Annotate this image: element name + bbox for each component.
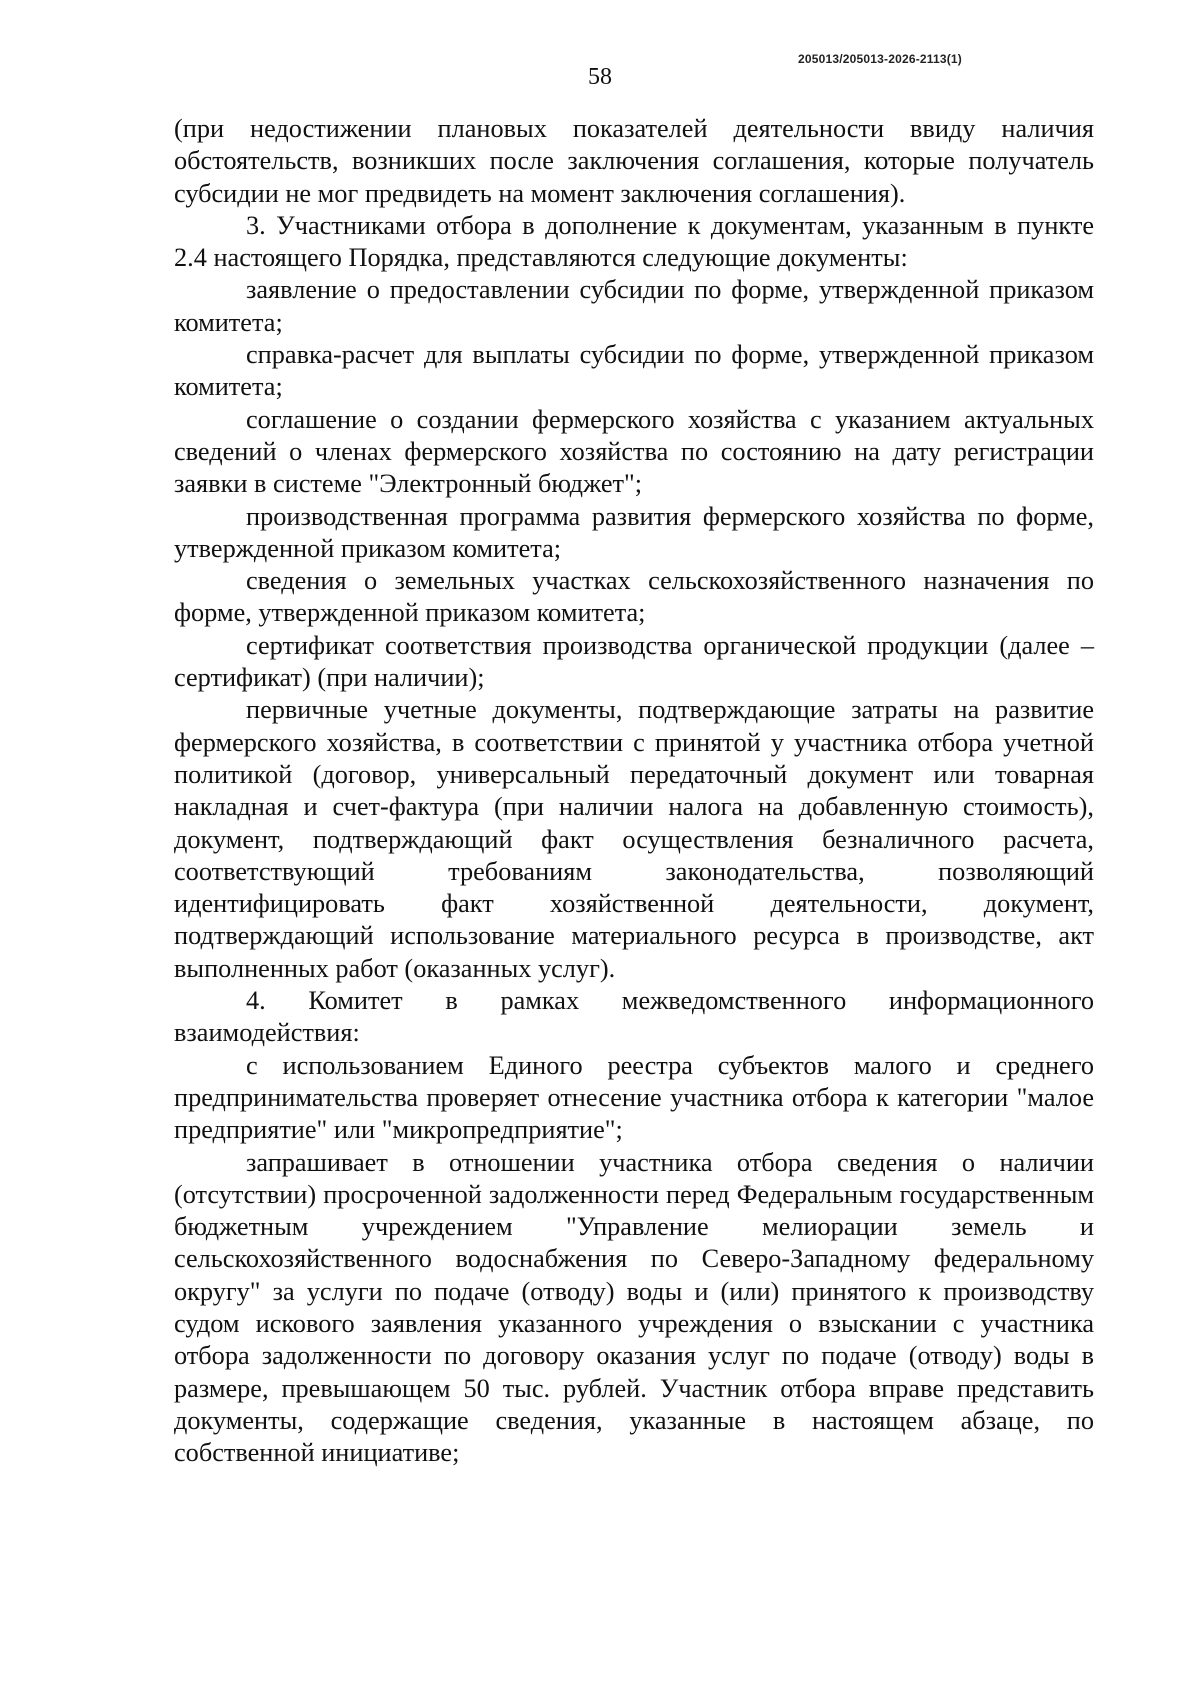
paragraph: сертификат соответствия производства органической продукции (далее – сертификат) (при наличии); (174, 630, 1094, 693)
paragraph: заявление о предоставлении субсидии по форме, утвержденной приказом комитета; (174, 275, 1094, 337)
paragraph: соглашение о создании фермерского хозяйства с указанием актуальных сведений о членах фермерского хозяйства по состоянию на дату регистрации заявки в системе "Электронный бюджет"; (174, 404, 1094, 499)
paragraph: справка-расчет для выплаты субсидии по форме, утвержденной приказом комитета; (174, 340, 1094, 402)
paragraph: производственная программа развития фермерского хозяйства по форме, утвержденной приказом комитета; (174, 501, 1094, 563)
paragraph: с использованием Единого реестра субъектов малого и среднего предпринимательства проверяет отнесение участника отбора к категории "малое предприятие" или "микропредприятие"; (174, 1050, 1094, 1145)
document-id: 205013/205013-2026-2113(1) (798, 52, 963, 66)
paragraph: (при недостижении плановых показателей деятельности ввиду наличия обстоятельств, возникших после заключения соглашения, которые получатель субсидии не мог предвидеть на момент заключения соглашения). (174, 114, 1094, 208)
paragraph: запрашивает в отношении участника отбора сведения о наличии (отсутствии) просроченной задолженности перед Федеральным государственным бюджетным учреждением "Управление мелиорации земель и сельскохозяйственного водоснабжения по Северо-Западному федеральному округу" за услуги по подаче (отводу) воды и (или) принятого к производству судом искового заявления указанного учреждения о взыскании с участника отбора задолженности по договору оказания услуг по подаче (отводу) воды в размере, превышающем 50 тыс. рублей. Участник отбора вправе представить документы, содержащие сведения, указанные в настоящем абзаце, по собственной инициативе; (174, 1147, 1094, 1468)
paragraph: первичные учетные документы, подтверждающие затраты на развитие фермерского хозяйства, в соответствии с принятой у участника отбора учетной политикой (договор, универсальный передаточный документ или товарная накладная и счет-фактура (при наличии налога на добавленную стоимость), документ, подтверждающий факт осуществления безналичного расчета, соответствующий требованиям законодательства, позволяющий идентифицировать факт хозяйственной деятельности, документ, подтверждающий использование материального ресурса в производстве, акт выполненных работ (оказанных услуг). (174, 695, 1094, 983)
paragraph: 3. Участниками отбора в дополнение к документам, указанным в пункте 2.4 настоящего Порядка, представляются следующие документы: (174, 210, 1094, 273)
page-number: 58 (588, 64, 612, 90)
paragraph: 4. Комитет в рамках межведомственного информационного взаимодействия: (174, 986, 1094, 1048)
document-body (174, 113, 1094, 1469)
paragraph: сведения о земельных участках сельскохозяйственного назначения по форме, утвержденной приказом комитета; (174, 566, 1094, 628)
